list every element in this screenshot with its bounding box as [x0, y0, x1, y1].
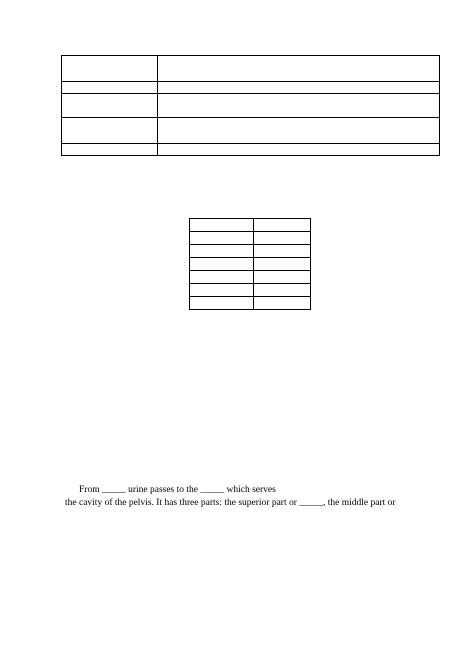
- table-row: [62, 82, 440, 94]
- table-row: [190, 271, 311, 284]
- table-cell: [254, 219, 311, 232]
- table-cell: [254, 284, 311, 297]
- table-cell: [158, 56, 440, 82]
- table-row: [62, 94, 440, 118]
- table-cell: [254, 271, 311, 284]
- table-cell: [62, 82, 158, 94]
- table-row: [190, 297, 311, 310]
- table-cell: [254, 232, 311, 245]
- table-cell: [190, 271, 254, 284]
- table-cell: [62, 118, 158, 144]
- paragraph-line-1: From _____ urine passes to the _____ which serves: [79, 485, 276, 495]
- table-row: [190, 258, 311, 271]
- table-cell: [254, 297, 311, 310]
- table-cell: [158, 94, 440, 118]
- table-row: [190, 219, 311, 232]
- table-row: [190, 245, 311, 258]
- paragraph-line-2: the cavity of the pelvis. It has three parts: the superior part or _____, the middle part or: [65, 498, 396, 508]
- table-cell: [158, 82, 440, 94]
- table-cell: [62, 94, 158, 118]
- table-row: [62, 118, 440, 144]
- table-row: [62, 56, 440, 82]
- table-cell: [190, 245, 254, 258]
- table-cell: [62, 56, 158, 82]
- table-cell: [190, 258, 254, 271]
- table-cell: [62, 144, 158, 156]
- table-cell: [158, 118, 440, 144]
- empty-table-small: [189, 218, 311, 310]
- table-cell: [190, 219, 254, 232]
- table-cell: [190, 297, 254, 310]
- table-row: [62, 144, 440, 156]
- empty-table-two-column: [61, 55, 440, 156]
- table-cell: [158, 144, 440, 156]
- table-cell: [190, 232, 254, 245]
- table-row: [190, 232, 311, 245]
- table-cell: [254, 245, 311, 258]
- table-cell: [190, 284, 254, 297]
- table-row: [190, 284, 311, 297]
- table-cell: [254, 258, 311, 271]
